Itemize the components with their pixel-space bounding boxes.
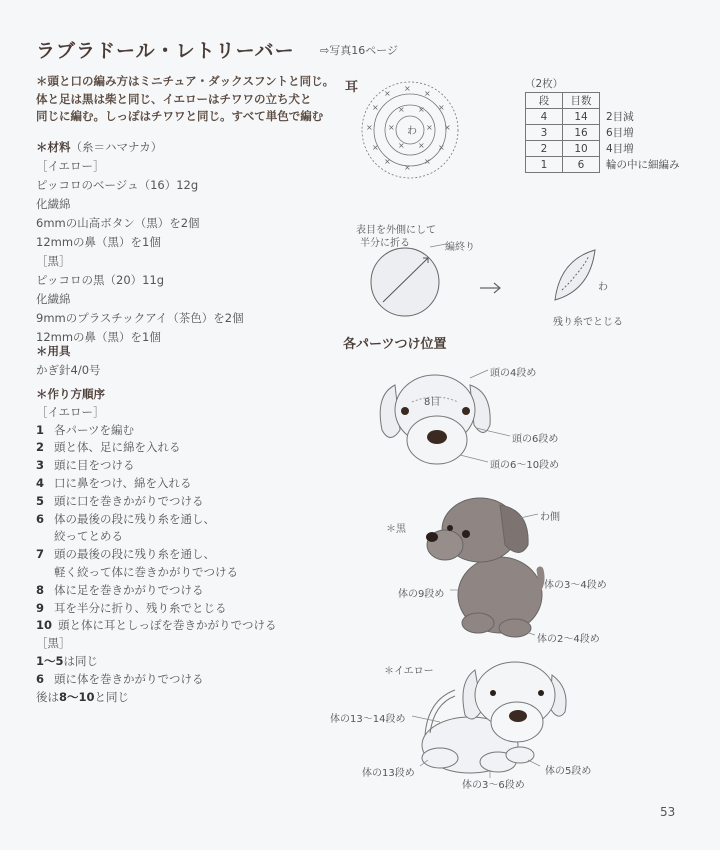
head-dan4-label: 頭の4段め — [490, 368, 537, 379]
fold-instruction-2: 半分に折る — [360, 238, 410, 249]
yellow-body13-14-label: 体の13～14段め — [330, 714, 406, 725]
svg-text:×: × — [366, 123, 373, 132]
ear-label: 耳 — [345, 80, 359, 95]
step-number: 4 — [36, 475, 45, 490]
cell-dan: 1 — [526, 157, 563, 173]
step-text: 頭と体、足に綿を入れる — [54, 440, 181, 455]
yellow-body3-6-label: 体の3～6段め — [462, 780, 525, 791]
svg-text:×: × — [384, 157, 391, 166]
step-number: 8 — [36, 582, 45, 597]
header-me: 目数 — [563, 93, 600, 109]
intro-line: ＊頭と口の編み方はミニチュア・ダックスフントと同じ。 — [36, 74, 335, 88]
steps-heading: ＊作り方順序 — [36, 387, 105, 401]
svg-text:×: × — [438, 103, 445, 112]
step-text: 体の最後の段に残り糸を通し、 — [54, 511, 215, 526]
svg-text:×: × — [424, 157, 431, 166]
svg-text:×: × — [398, 141, 405, 150]
cell-me: 14 — [563, 109, 600, 125]
step-number: 10 — [36, 618, 53, 633]
parts-title: 各パーツつけ位置 — [343, 337, 447, 352]
page-title: ラブラドール・レトリーバー — [36, 40, 295, 62]
black-label: ［黒］ — [36, 636, 71, 651]
material-line: 12mmの鼻（黒）を1個 — [36, 235, 161, 249]
fold-instruction-1: 表目を外側にして — [356, 225, 436, 236]
step-text: 頭の最後の段に残り糸を通し、 — [54, 547, 215, 562]
step-text: 頭に目をつける — [54, 458, 135, 473]
black-dog-drawing — [426, 498, 542, 637]
photo-reference: ⇨写真16ページ — [320, 44, 398, 57]
svg-text:×: × — [426, 123, 433, 132]
step-text: 頭と体に耳としっぽを巻きかがりでつける — [58, 618, 277, 633]
step-number: 1 — [36, 422, 45, 437]
svg-text:×: × — [372, 143, 379, 152]
intro-line: 体と足は黒は柴と同じ、イエローはチワワの立ち犬と — [36, 91, 312, 106]
cell-me: 16 — [563, 125, 600, 141]
yellow-body5-label: 体の5段め — [545, 766, 592, 777]
cell-dan: 3 — [526, 125, 563, 141]
fold-close-label: 残り糸でとじる — [553, 317, 623, 328]
black-dog-label: ＊黒 — [386, 524, 406, 535]
step-text: 各パーツを編む — [54, 422, 135, 437]
svg-text:×: × — [444, 123, 451, 132]
cell-me: 10 — [563, 141, 600, 157]
step-number: 1～5 — [36, 653, 64, 668]
material-line: 6mmの山高ボタン（黒）を2個 — [36, 216, 200, 230]
header-dan: 段 — [526, 93, 563, 109]
step-number: 2 — [36, 440, 45, 455]
cell-note: 4目増 — [606, 143, 634, 155]
svg-text:×: × — [418, 141, 425, 150]
svg-text:×: × — [398, 105, 405, 114]
fold-wa-label: わ — [598, 282, 608, 293]
yellow-body13-label: 体の13段め — [362, 768, 415, 779]
page-number: 53 — [660, 805, 676, 819]
svg-text:×: × — [424, 89, 431, 98]
after-prefix: 後は — [36, 689, 59, 704]
material-line: ピッコロのベージュ（16）12g — [36, 178, 199, 192]
black-body9-label: 体の9段め — [398, 589, 445, 600]
chart-ring-label: わ — [407, 126, 417, 137]
material-line: ［黒］ — [36, 254, 71, 268]
material-line: 化繊綿 — [36, 197, 71, 211]
svg-text:×: × — [372, 103, 379, 112]
svg-text:×: × — [404, 163, 411, 172]
svg-text:×: × — [418, 105, 425, 114]
svg-text:×: × — [388, 123, 395, 132]
cell-note: 2目減 — [606, 111, 634, 123]
after-suffix: と同じ — [94, 689, 130, 704]
materials-heading-note: （糸＝ハマナカ） — [70, 140, 163, 154]
step-number: 6 — [36, 511, 45, 526]
step-number: 6 — [36, 671, 45, 686]
material-line: 9mmのプラスチックアイ（茶色）を2個 — [36, 311, 244, 325]
step-number: 9 — [36, 600, 45, 615]
step-text: 体に足を巻きかがりでつける — [54, 582, 204, 597]
head-placement-drawing — [380, 370, 510, 464]
step-text: 口に鼻をつけ、綿を入れる — [54, 475, 192, 490]
cell-note: 輪の中に細編み — [606, 159, 680, 171]
yellow-dog-drawing — [412, 662, 566, 778]
step-number: 5 — [36, 493, 45, 508]
fold-end-label: 編終り — [445, 242, 475, 253]
head-dan6-label: 頭の6段め — [512, 434, 559, 445]
step-number: 7 — [36, 547, 45, 562]
svg-text:×: × — [404, 84, 411, 93]
step-text: 絞ってとめる — [54, 529, 123, 544]
step-text: 耳を半分に折り、残り糸でとじる — [54, 600, 227, 615]
ear-count: （2枚） — [525, 78, 564, 90]
black-body3-4-label: 体の3～4段め — [544, 580, 607, 591]
head-dan6-10-label: 頭の6～10段め — [490, 460, 560, 471]
tools-heading: ＊用具 — [36, 344, 71, 358]
step-text: は同じ — [63, 653, 99, 668]
step-text: 頭に体を巻きかがりでつける — [54, 671, 204, 686]
tool-line: かぎ針4/0号 — [36, 363, 101, 377]
yellow-label: ［イエロー］ — [36, 404, 105, 419]
svg-text:×: × — [384, 89, 391, 98]
black-body2-4-label: 体の2～4段め — [537, 634, 600, 645]
material-line: 化繊綿 — [36, 292, 71, 306]
materials-heading: ＊材料 — [36, 140, 71, 154]
after-range: 8～10 — [59, 689, 95, 704]
step-text: 軽く絞って体に巻きかがりでつける — [54, 564, 238, 579]
black-wa-label: わ側 — [540, 512, 560, 523]
yellow-dog-label: ＊イエロー — [384, 666, 434, 677]
head-eye-label: 8目 — [424, 397, 441, 408]
cell-note: 6目増 — [606, 127, 634, 139]
material-line: ［イエロー］ — [36, 159, 105, 173]
step-number: 3 — [36, 458, 45, 473]
cell-dan: 2 — [526, 141, 563, 157]
fold-diagram — [371, 244, 595, 316]
cell-dan: 4 — [526, 109, 563, 125]
step-text: 頭に口を巻きかがりでつける — [54, 493, 204, 508]
material-line: 12mmの鼻（黒）を1個 — [36, 330, 161, 344]
cell-me: 6 — [563, 157, 600, 173]
material-line: ピッコロの黒（20）11g — [36, 273, 165, 287]
svg-text:×: × — [438, 143, 445, 152]
intro-line: 同じに編む。しっぽはチワワと同じ。すべて単色で編む — [36, 109, 324, 123]
